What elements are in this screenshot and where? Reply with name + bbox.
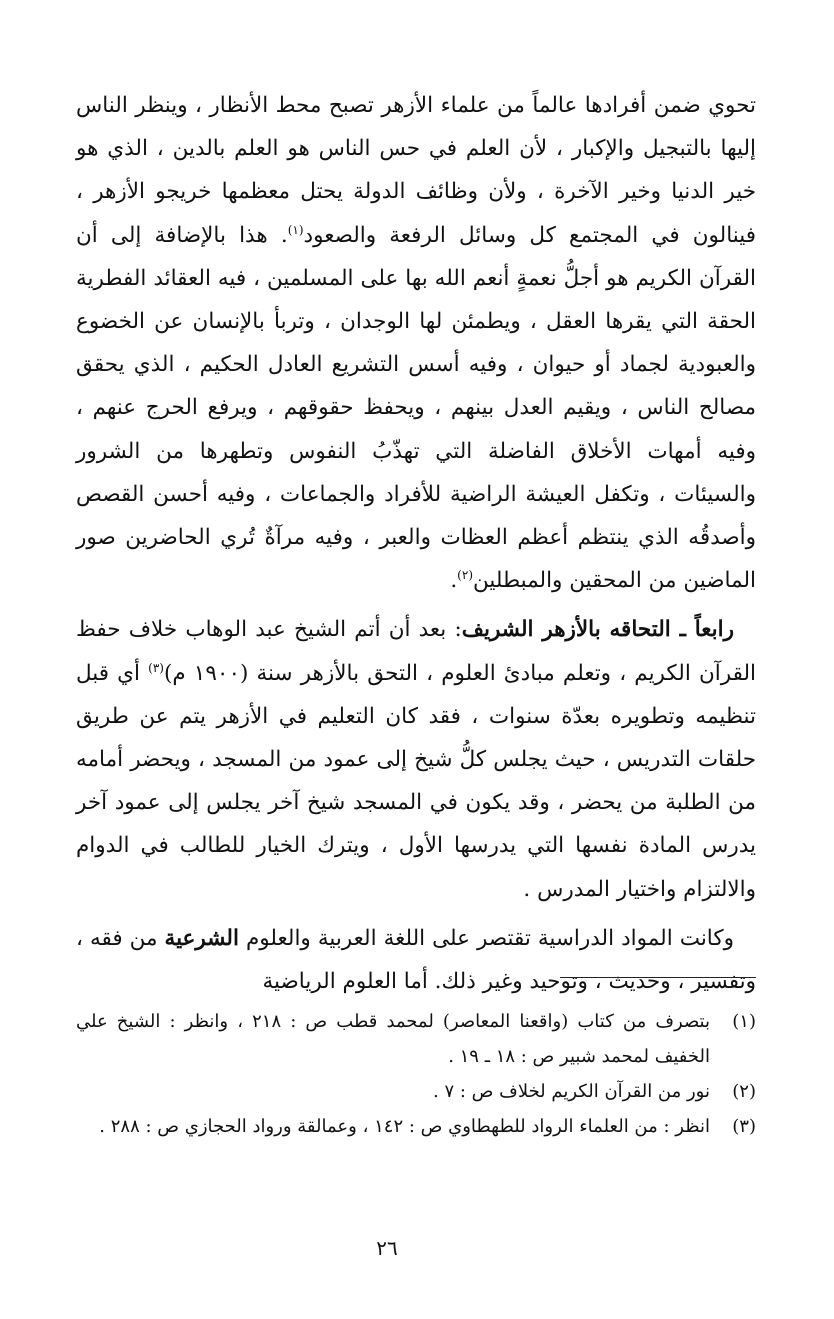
paragraph-3 bbox=[76, 917, 756, 1003]
footnote-number: (١) bbox=[732, 1011, 756, 1032]
footnote-text: نور من القرآن الكريم لخلاف ص : ٧ . bbox=[433, 1081, 710, 1102]
footnote-number: (٢) bbox=[732, 1081, 756, 1102]
footnotes bbox=[76, 1004, 756, 1144]
paragraph-1-text-a: تحوي ضمن أفرادها عالماً من علماء الأزهر تصبح محط الأنظار ، وينظر الناس إليها بالتبجيل والإكبار ، لأن العلم في حس الناس هو العلم بالدين ، الذي هو خير الدنيا وخير الآخرة ، ولأن وظائف الدولة يحتل معظمها خريجو الأزهر ، فينالون في المجتمع كل وسائل الرفعة والصعود bbox=[76, 93, 757, 248]
footnote-text: بتصرف من كتاب (واقعنا المعاصر) لمحمد قطب ص : ٢١٨ ، وانظر : الشيخ علي الخفيف لمحمد شبير ص : ١٨ ـ ١٩ . bbox=[76, 1011, 710, 1067]
page-number: ٢٦ bbox=[376, 1236, 398, 1260]
footnote-ref-2: (٢) bbox=[457, 568, 473, 583]
paragraph-2-text-a: : بعد أن أتم الشيخ عبد الوهاب خلاف حفظ القرآن الكريم ، وتعلم مبادئ العلوم ، التحق بالأزهر سنة (١٩٠٠ م) bbox=[76, 617, 756, 686]
footnote-2 bbox=[76, 1074, 756, 1109]
footnote-ref-1: (١) bbox=[287, 222, 304, 237]
paragraph-3-bold-word: الشرعية bbox=[164, 925, 239, 951]
paragraph-2 bbox=[76, 608, 756, 910]
footnote-ref-3: (٣) bbox=[148, 660, 164, 675]
footnote-1 bbox=[76, 1004, 756, 1074]
footnote-separator bbox=[560, 977, 756, 978]
footnote-text: انظر : من العلماء الرواد للطهطاوي ص : ١٤٢ ، وعمالقة ورواد الحجازي ص : ٢٨٨ . bbox=[99, 1116, 710, 1137]
paragraph-3-text-b: من فقه ، وتفسير ، وحديث ، وتوحيد وغير ذلك. أما العلوم الرياضية bbox=[76, 925, 756, 995]
paragraph-1 bbox=[76, 84, 756, 602]
paragraph-2-text-b: أي قبل تنظيمه وتطويره بعدّة سنوات ، فقد كان التعليم في الأزهر يتم عن طريق حلقات التدريس ، حيث يجلس كلُّ شيخ إلى عمود من المسجد ، ويحضر أمامه من الطلبة من يحضر ، وقد يكون في المسجد شيخ آخر يجلس إلى عمود آخر يدرس المادة نفسها التي يدرسها الأول ، ويترك الخيار للطالب في الدوام والالتزام واختيار المدرس . bbox=[76, 660, 756, 902]
main-text bbox=[76, 84, 756, 1003]
paragraph-1-text-b: . هذا بالإضافة إلى أن القرآن الكريم هو أجلُّ نعمةٍ أنعم الله بها على المسلمين ، فيه العقائد الفطرية الحقة التي يقرها العقل ، ويطمئن لها الوجدان ، وتربأ بالإنسان عن الخضوع والعبودية لجماد أو حيوان ، وفيه أسس التشريع العادل الحكيم ، الذي يحقق مصالح الناس ، ويقيم العدل بينهم ، ويحفظ حقوقهم ، ويرفع الحرج عنهم ، وفيه أمهات الأخلاق الفاضلة التي تهذّبُ النفوس وتطهرها من الشرور والسيئات ، وتكفل العيشة الراضية للأفراد والجماعات ، وفيه أحسن القصص وأصدقُه الذي ينتظم أعظم العظات والعبر ، وفيه مرآةٌ تُري الحاضرين صور الماضين من المحقين والمبطلين bbox=[76, 222, 756, 594]
footnote-3 bbox=[76, 1109, 756, 1144]
paragraph-3-text-a: وكانت المواد الدراسية تقتصر على اللغة العربية والعلوم bbox=[245, 925, 734, 951]
section-heading: رابعاً ـ التحاقه بالأزهر الشريف bbox=[461, 617, 734, 643]
footnote-number: (٣) bbox=[732, 1116, 756, 1137]
paragraph-1-text-c: . bbox=[450, 568, 458, 594]
